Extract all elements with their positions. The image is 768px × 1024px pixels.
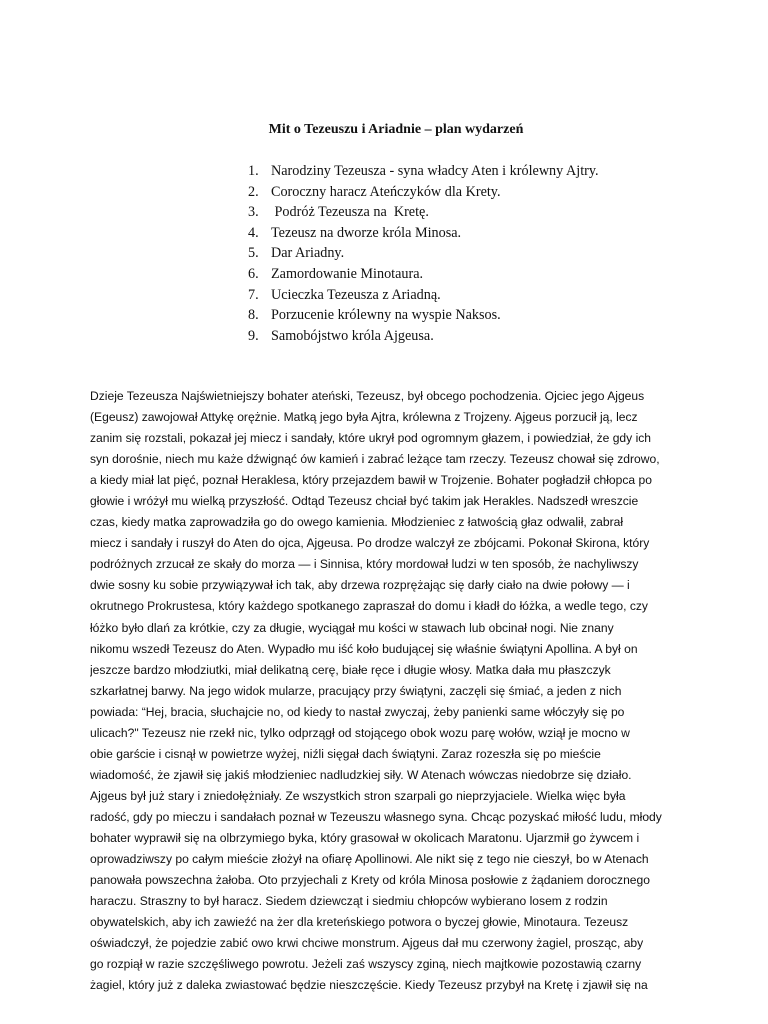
paragraph-line: (Egeusz) zawojował Attykę orężnie. Matką jego była Ajtra, królewna z Trojzeny. Ajgeus porzucił ją, lecz (90, 410, 638, 425)
plan-item (248, 243, 599, 264)
plan-item-number: 9. (248, 327, 259, 344)
plan-item-text: Samobójstwo króla Ajgeusa. (271, 327, 434, 344)
paragraph-line: miecz i sandały i ruszył do Aten do ojca, Ajgeusa. Po drodze walczył ze zbójcami. Pokonał Skirona, który (90, 536, 650, 551)
paragraph-line: syn dorośnie, niech mu każe dźwignąć ów kamień i zabrać leżące tam rzeczy. Tezeusz chował się zdrowo, (90, 452, 660, 467)
paragraph-line: a kiedy miał lat pięć, poznał Heraklesa, który przejazdem bawił w Trojzenie. Bohater pogładził chłopca po (90, 473, 652, 488)
paragraph-line: Ajgeus był już stary i zniedołężniały. Ze wszystkich stron szarpali go nieprzyjaciele. Wielka więc była (90, 788, 626, 803)
paragraph-line: dwie sosny ku sobie przywiązywał ich tak, aby drzewa rozprężając się darły ciało na dwie połowy — i (90, 578, 630, 593)
plan-item-number: 8. (248, 307, 259, 324)
paragraph-line: powiada: “Hej, bracia, słuchajcie no, od kiedy to nastał zwyczaj, żeby panienki same włóczyły się po (90, 704, 625, 719)
paragraph-line: panowała powszechna żałoba. Oto przyjechali z Krety od króla Minosa posłowie z żądaniem dorocznego (90, 873, 650, 888)
plan-item-number: 5. (248, 245, 259, 262)
plan-item-text: Tezeusz na dworze króla Minosa. (271, 224, 462, 241)
document-title: Mit o Tezeuszu i Ariadnie – plan wydarzeń (268, 122, 524, 137)
plan-item-text: Narodziny Tezeusza - syna władcy Aten i królewny Ajtry. (271, 163, 599, 179)
plan-item (248, 285, 599, 306)
paragraph-line: żagiel, który już z daleka zwiastować będzie nieszczęście. Kiedy Tezeusz przybył na Kretę i zjawił się na (90, 978, 648, 993)
paragraph-line: oprowadziwszy po całym mieście złożył na ofiarę Apollinowi. Ale nikt się z tego nie cieszył, bo w Atenach (90, 852, 649, 867)
paragraph-line: haraczu. Straszny to był haracz. Siedem dziewcząt i siedmiu chłopców wybierano losem z rodzin (90, 894, 608, 909)
paragraph-line: szkarłatnej barwy. Na jego widok mularze, pracujący przy świątyni, zaczęli się śmiać, a jeden z nich (90, 683, 622, 698)
plan-item-number: 2. (248, 183, 259, 200)
plan-item-number: 3. (248, 204, 259, 221)
paragraph-line: obywatelskich, aby ich zawieźć na żer dla kreteńskiego potwora o byczej głowie, Minotaura. Tezeusz (90, 915, 629, 930)
paragraph-line: łóżko było dlań za krótkie, czy za długie, wyciągał mu kości w stawach lub obcinał nogi. Nie znany (90, 620, 614, 635)
plan-item (248, 202, 599, 223)
plan-item (248, 305, 599, 326)
plan-item-number: 1. (248, 163, 259, 179)
paragraph-line: oświadczył, że pojedzie zabić owo krwi chciwe monstrum. Ajgeus dał mu czerwony żagiel, prosząc, aby (90, 936, 644, 951)
plan-item-text: Zamordowanie Minotaura. (271, 265, 424, 282)
plan-item-number: 7. (248, 286, 259, 303)
plan-item-number: 6. (248, 265, 259, 282)
paragraph-line: jeszcze bardzo młodziutki, miał delikatną cerę, białe ręce i długie włosy. Matka dała mu płaszczyk (90, 662, 611, 677)
paragraph-line: ulicach?" Tezeusz nie rzekł nic, tylko odprzągł od stojącego obok wozu parę wołów, wziął je mocno w (90, 725, 630, 740)
plan-item (248, 161, 599, 182)
plan-item-text: Ucieczka Tezeusza z Ariadną. (271, 286, 441, 303)
event-plan-list (248, 161, 599, 346)
paragraph-line: zanim się rozstali, pokazał jej miecz i sandały, które ukrył pod ogromnym głazem, i powiedział, że gdy ich (90, 431, 652, 446)
plan-item-text: Dar Ariadny. (271, 245, 345, 262)
paragraph-line: czas, kiedy matka zaprowadziła go do owego kamienia. Młodzieniec z łatwością głaz odwalił, zabrał (90, 515, 624, 530)
paragraph-line: nikomu wszedł Tezeusz do Aten. Wypadło mu iść koło budującej się właśnie świątyni Apollina. A był on (90, 641, 638, 656)
plan-item (248, 264, 599, 285)
paragraph-line: głowie i wróżył mu wielką przyszłość. Odtąd Tezeusz chciał być takim jak Herakles. Nadszedł wreszcie (90, 494, 639, 509)
paragraph-line: Dzieje Tezeusza Najświetniejszy bohater ateński, Tezeusz, był obcego pochodzenia. Ojciec jego Ajgeus (90, 389, 645, 403)
paragraph-line: go rozpiął w razie szczęśliwego powrotu. Jeżeli zaś wszyscy zginą, niech majtkowie pozostawią czarny (90, 957, 642, 972)
plan-item-text: Coroczny haracz Ateńczyków dla Krety. (271, 183, 501, 200)
plan-item (248, 182, 599, 203)
paragraph-line: wiadomość, że zjawił się jakiś młodzieniec nadludzkiej siły. W Atenach wówczas niedobrze się działo. (90, 767, 632, 782)
plan-item-text: Podróż Tezeusza na Kretę. (271, 204, 429, 221)
paragraph-line: bohater wyprawił się na olbrzymiego byka, który grasował w okolicach Maratonu. Ujarzmił go żywcem i (90, 830, 640, 845)
plan-item-number: 4. (248, 224, 259, 241)
plan-item-text: Porzucenie królewny na wyspie Naksos. (271, 307, 501, 324)
plan-item (248, 223, 599, 244)
paragraph-line: obie garście i cisnął w powietrze wyżej, niźli sięgał dach świątyni. Zaraz rozeszła się po mieście (90, 746, 601, 761)
paragraph-line: radość, gdy po mieczu i sandałach poznał w Tezeuszu własnego syna. Chcąc pozyskać miłość ludu, młody (90, 809, 662, 824)
plan-item (248, 326, 599, 347)
story-paragraph (90, 386, 690, 996)
paragraph-line: podróżnych zrzucał ze skały do morza — i Sinnisa, który mordował ludzi w ten sposób, że nachyliwszy (90, 557, 639, 572)
paragraph-line: okrutnego Prokrustesa, który każdego spotkanego zapraszał do domu i kładł do łóżka, a wedle tego, czy (90, 599, 648, 614)
